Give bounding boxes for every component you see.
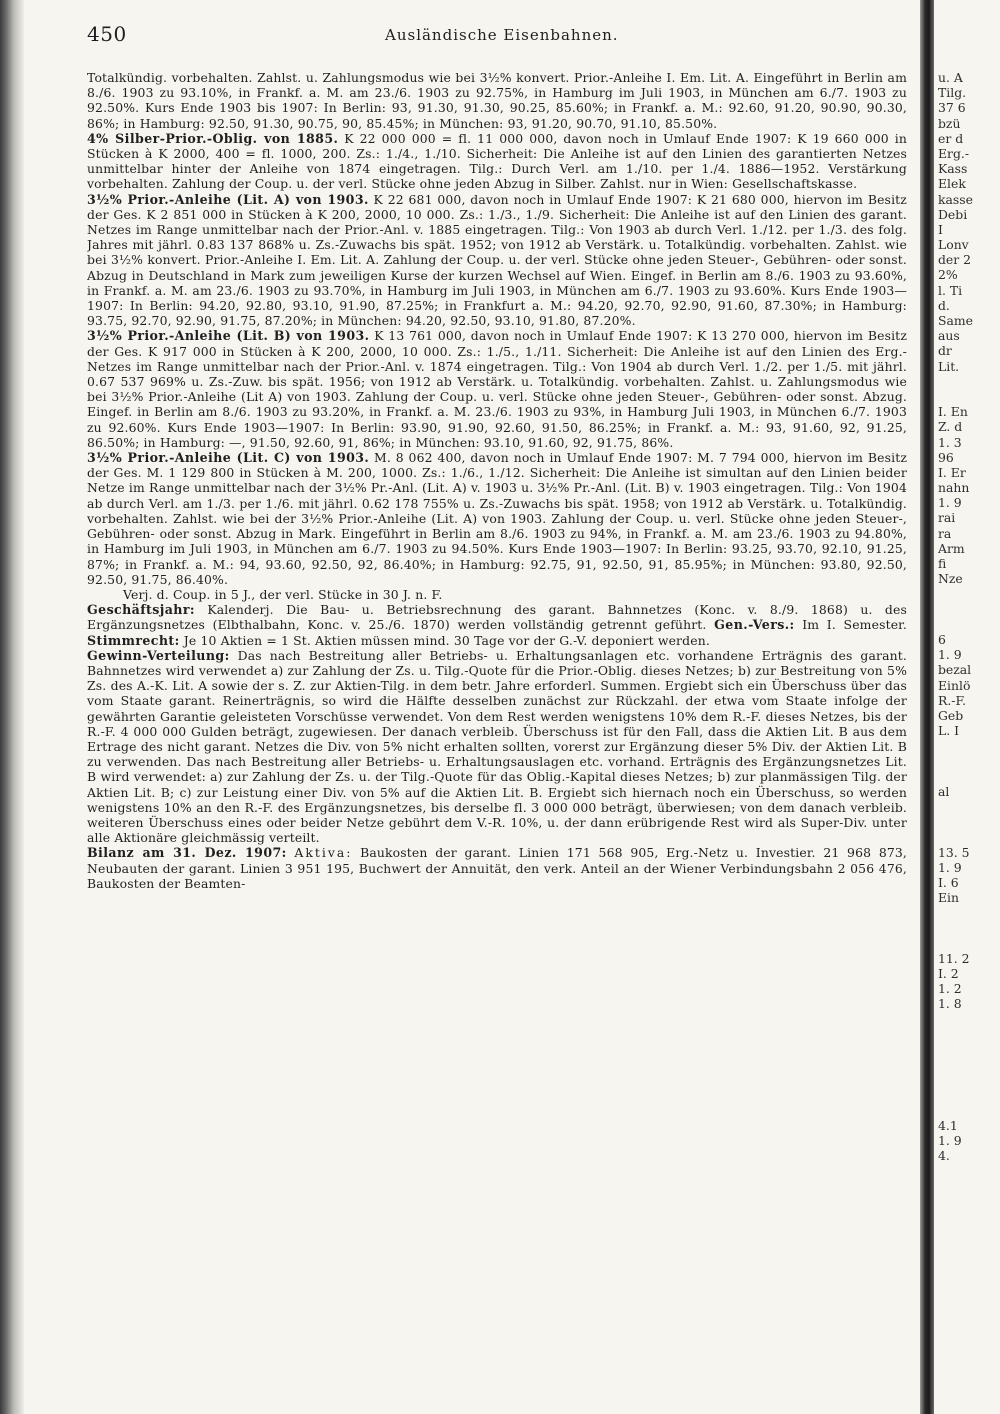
adjacent-page-fragment: Lit. [938, 358, 960, 374]
silber-title: 4% Silber-Prior.-Oblig. von 1885. [87, 130, 339, 146]
adjacent-page-fragment: I. En [938, 404, 968, 420]
adjacent-page-fragment: I. 6 [938, 874, 959, 890]
intro-paragraph: Totalkündig. vorbehalten. Zahlst. u. Zahlungsmodus wie bei 3½% konvert. Prior.-Anleihe I. Em. Lit. A. Eingeführt in Berlin am 8./6. 1903 zu 93.10%, in Frankf. a. M. am 23./6. 1903 zu 92.75%, in Hamburg im Juli 1903, in München am 6./7. 1903 zu 92.50%. Kurs Ende 1903 bis 1907: In Berlin: 93, 91.30, 91.30, 90.25, 85.60%; in Frankf. a. M.: 92.60, 91.20, 90.90, 90.30, 86%; in Hamburg: 92.50, 91.30, 90.75, 90, 85.45%; in München: 93, 91.20, 90.70, 91.10, 85.50%. [87, 70, 907, 131]
adjacent-page-fragment [938, 769, 1000, 784]
geschaeftsjahr-body: Kalenderj. Die Bau- u. Betriebsrechnung des garant. Bahnnetzes (Konc. v. 8./9. 1868) u. des Ergänzungsnetzes (Elbthalbahn, Konc. v. 25./6. 1870) werden vollständig getrennt geführt. [87, 602, 907, 633]
adjacent-page-fragment [938, 617, 1000, 632]
adjacent-page-fragment [938, 1027, 1000, 1042]
book-spine-shadow [0, 0, 24, 1414]
adjacent-page-fragment [938, 389, 1000, 404]
adjacent-page-fragment: er d [938, 130, 964, 146]
adjacent-page-fragment: d. [938, 297, 950, 313]
adjacent-page-fragment [938, 1042, 1000, 1057]
adjacent-page-fragment: I. Er [938, 464, 966, 480]
gen-vers-label: Gen.-Vers.: [714, 617, 795, 633]
adjacent-page-fragment: rai [938, 510, 956, 526]
stimmrecht-label: Stimmrecht: [87, 632, 180, 648]
adjacent-page-fragment: bezal [938, 662, 972, 678]
adjacent-page-fragment: aus [938, 328, 960, 344]
geschaeftsjahr-label: Geschäftsjahr: [87, 602, 195, 618]
adjacent-page-fragment: Elek [938, 176, 966, 192]
main-text-column [87, 70, 907, 1405]
adjacent-page-fragment: Ein [938, 890, 959, 906]
bilanz-aktiva-label: Aktiva: [294, 845, 353, 861]
adjacent-page-fragment [938, 1103, 1000, 1118]
adjacent-page-fragment [938, 799, 1000, 814]
adjacent-page-fragment: I [938, 221, 943, 237]
adjacent-page-fragment: 1. 3 [938, 434, 962, 450]
adjacent-page-fragment: Z. d [938, 419, 963, 435]
adjacent-page-fragment [938, 738, 1000, 753]
adjacent-page-fragment: Erg.- [938, 145, 970, 161]
adjacent-page-fragment [938, 829, 1000, 844]
verjaehrung-paragraph: Verj. d. Coup. in 5 J., der verl. Stücke in 30 J. n. F. [123, 586, 443, 602]
adjacent-page-fragment: al [938, 783, 950, 799]
adjacent-page-fragment: 1. 9 [938, 859, 962, 875]
adjacent-page-fragment: I. 2 [938, 966, 959, 982]
adjacent-page-fragment [938, 602, 1000, 617]
page-number: 450 [87, 22, 127, 46]
adjacent-page-fragment: 4.1 [938, 1117, 958, 1133]
adjacent-page-fragment: 4. [938, 1148, 950, 1164]
adjacent-page-fragment: der 2 [938, 252, 972, 268]
adjacent-page-fragment: Kass [938, 161, 968, 177]
adjacent-page-fragment: Einlö [938, 677, 971, 693]
page-edge-shadow [920, 0, 934, 1414]
adjacent-page-fragment: 1. 9 [938, 1133, 962, 1149]
adjacent-page-fragment [938, 1088, 1000, 1103]
adjacent-page-fragment: 2% [938, 267, 958, 283]
adjacent-page-fragment: fi [938, 556, 947, 571]
adjacent-page-fragment: 1. 8 [938, 996, 962, 1012]
gewinn-verteilung-label: Gewinn-Verteilung: [87, 647, 230, 663]
silber-body: K 22 000 000 = fl. 11 000 000, davon noch in Umlauf Ende 1907: K 19 660 000 in Stücken à K 2000, 400 = fl. 1000, 200. Zs.: 1./4., 1./10. Sicherheit: Die Anleihe ist auf den Linien des garantierten Netzes unmittelbar hinter der Anleihe von 1874 eingetragen. Tilg.: Durch Verl. am 1./10. per 1./4. 1886—1952. Verstärkung vorbehalten. Zahlung der Coup. u. der verl. Stücke ohne jeden Abzug in Silber. Zahlst. nur in Wien: Gesellschaftskasse. [87, 130, 907, 192]
adjacent-page-fragment: Arm [938, 540, 965, 556]
adjacent-page-fragment [938, 1072, 1000, 1087]
adjacent-page-fragments [938, 70, 1000, 1410]
adjacent-page-fragment: 11. 2 [938, 950, 970, 966]
adjacent-page-fragment: Same [938, 313, 973, 328]
adjacent-page-fragment: Tilg. [938, 85, 967, 101]
adjacent-page-fragment: R.-F. [938, 692, 967, 708]
adjacent-page-fragment: dr [938, 343, 952, 359]
bilanz-body: Baukosten der garant. Linien 171 568 905, Erg.-Netz u. Investier. 21 968 873, Neubauten der garant. Linien 3 951 195, Buchwert der Annuität, den verk. Anteil an der Wiener Verbindungsbahn 2 056 476, Baukosten der Beamten- [87, 845, 907, 891]
adjacent-page-fragment: 96 [938, 449, 954, 465]
gen-vers-body: Im I. Semester. [802, 617, 907, 633]
adjacent-page-fragment: bzü [938, 115, 961, 131]
lit-a-title: 3½% Prior.-Anleihe (Lit. A) von 1903. [87, 191, 369, 207]
adjacent-page-fragment: 13. 5 [938, 844, 970, 860]
adjacent-page-fragment [938, 753, 1000, 768]
stimmrecht-body: Je 10 Aktien = 1 St. Aktien müssen mind. 30 Tage vor der G.-V. deponiert werden. [183, 632, 710, 648]
adjacent-page-fragment: Lonv [938, 237, 969, 253]
adjacent-page-fragment: L. I [938, 723, 959, 739]
running-head: Ausländische Eisenbahnen. [385, 26, 619, 44]
adjacent-page-fragment: 6 [938, 631, 946, 647]
lit-a-body: K 22 681 000, davon noch in Umlauf Ende 1907: K 21 680 000, hiervon im Besitz der Ges. K 2 851 000 in Stücken à K 200, 2000, 10 000. Zs.: 1./3., 1./9. Sicherheit: Die Anleihe ist auf den Linien des garant. Netzes im Range unmittelbar nach der Prior.-Anl. v. 1885 eingetragen. Tilg.: Von 1903 ab durch Verl. 1./12. per 1./3. des folg. Jahres mit jährl. 0.83 137 868% u. Zs.-Zuwachs bis spät. 1952; von 1912 ab Verstärk. u. Totalkündig. vorbehalten. Zahlst. wie bei 3½% konvert. Prior.-Anleihe I. Em. Lit. A. Zahlung der Coup. u. der verl. Stücke ohne jeden Steuer-, Gebühren- oder sonst. Abzug in Deutschland in Mark zum jeweiligen Kurse der kurzen Wechsel auf Wien. Eingef. in Berlin am 8./6. 1903 zu 93.60%, in Frankf. a. M. am 23./6. 1903 zu 93.70%, in Hamburg im Juli 1903, in München am 6./7. 1903 zu 93.60%. Kurs Ende 1903—1907: In Berlin: 94.20, 92.80, 93.10, 91.90, 87.25%; in Frankfurt a. M.: 94.20, 92.70, 92.90, 91.60, 87.30%; in Hamburg: 93.75, 92.70, 92.90, 91.75, 87.20%; in München: 94.20, 92.50, 93.10, 91.80, 87.20%. [87, 191, 907, 329]
adjacent-page-fragment: l. Ti [938, 282, 963, 298]
gewinn-verteilung-body: Das nach Bestreitung aller Betriebs- u. Erhaltungsanlagen etc. vorhandene Erträgnis des garant. Bahnnetzes wird verwendet a) zur Zahlung der Zs. u. Tilg.-Quote für die Prior.-Oblig. dieses Netzes; b) zur Bestreitung von 5% Zs. des A.-K. Lit. A sowie der s. Z. zur Aktien-Tilg. in dem betr. Jahre erforderl. Summen. Ergiebt sich ein Überschuss über das vom Staate garant. Reinerträgnis, so wird die Hälfte desselben zunächst zur Rückzahl. der etwa vom Staate infolge der gewährten Garantie geleisteten Vorschüsse verwendet. Von dem Rest werden wenigstens 10% dem R.-F. dieses Netzes, bis der R.-F. 4 000 000 Gulden beträgt, zugewiesen. Der danach verbleib. Überschuss ist für den Fall, dass die Aktien Lit. B aus dem Ertrage des nicht garant. Netzes die Div. von 5% nicht erhalten sollten, vorerst zur Ergänzung dieser 5% Div. der Aktien Lit. B zu verwenden. Das nach Bestreitung aller Betriebs- u. Erhaltungsauslagen etc. vorhand. Erträgnis des Ergänzungsnetzes Lit. B wird verwendet: a) zur Zahlung der Zs. u. der Tilg.-Quote für das Oblig.-Kapital dieses Netzes; b) zur planmässigen Tilg. der Aktien Lit. B; c) zur Leistung einer Div. von 5% auf die Aktien Lit. B. Ergiebt sich hiernach noch ein Überschuss, so werden wenigstens 10% an den R.-F. des Ergänzungsnetzes, bis derselbe fl. 3 000 000 beträgt, überwiesen; von dem danach verbleib. weiteren Überschuss eines oder beider Netze gebührt dem V.-R. 10%, u. der dann erübrigende Rest wird als Super-Div. unter alle Aktionäre gleichmässig verteilt. [87, 647, 907, 846]
adjacent-page-fragment: 1. 9 [938, 495, 962, 511]
lit-c-body: M. 8 062 400, davon noch in Umlauf Ende 1907: M. 7 794 000, hiervon im Besitz der Ges. M. 1 129 800 in Stücken à M. 200, 1000. Zs.: 1./6., 1./12. Sicherheit: Die Anleihe ist simultan auf den Linien beider Netze im Range unmittelbar nach der 3½% Pr.-Anl. (Lit. A) v. 1903 u. 3½% Pr.-Anl. (Lit. B) v. 1903 eingetragen. Tilg.: Von 1904 ab durch Verl. am 1./3. per 1./6. mit jährl. 0.62 178 755% u. Zs.-Zuwachs bis spät. 1958; von 1912 ab Verstärk. u. Totalkündig. vorbehalten. Zahlst. wie bei der 3½% Prior.-Anleihe (Lit. A) von 1903. Zahlung der Coup. u. verl. Stücke ohne jeden Steuer-, Gebühren- oder sonst. Abzug in Mark. Eingeführt in Berlin am 8./6. 1903 zu 94%, in Frankf. a. M. am 23./6. 1903 zu 94.80%, in Hamburg im Juli 1903, in München am 6./7. 1903 zu 94.50%. Kurs Ende 1903—1907: In Berlin: 93.25, 93.70, 92.10, 91.25, 87%; in Frankf. a. M.: 94, 93.60, 92.50, 92, 86.40%; in Hamburg: 92.75, 91, 92.50, 91, 85.95%; in München: 93.80, 92.50, 92.50, 91.75, 86.40%. [87, 450, 907, 587]
lit-c-title: 3½% Prior.-Anleihe (Lit. C) von 1903. [87, 450, 370, 466]
adjacent-page-fragment: 37 6 [938, 100, 966, 116]
bilanz-label: Bilanz am 31. Dez. 1907: [87, 845, 287, 861]
adjacent-page-fragment [938, 921, 1000, 936]
adjacent-page-fragment [938, 936, 1000, 951]
adjacent-page-fragment [938, 1057, 1000, 1072]
adjacent-page-fragment: Nze [938, 571, 963, 587]
adjacent-page-fragment: nahn [938, 480, 970, 496]
adjacent-page-fragment: ra [938, 525, 952, 541]
adjacent-page-fragment [938, 814, 1000, 829]
adjacent-page-fragment: Debi [938, 206, 968, 222]
adjacent-page-fragment: 1. 9 [938, 647, 962, 663]
adjacent-page-fragment [938, 374, 1000, 389]
page-header [85, 22, 920, 54]
lit-b-title: 3½% Prior.-Anleihe (Lit. B) von 1903. [87, 328, 370, 344]
adjacent-page-fragment: 1. 2 [938, 981, 962, 997]
adjacent-page-fragment [938, 1012, 1000, 1027]
adjacent-page-fragment [938, 586, 1000, 601]
lit-b-body: K 13 761 000, davon noch in Umlauf Ende 1907: K 13 270 000, hiervon im Besitz der Ges. K 917 000 in Stücken à K 200, 2000, 10 000. Zs.: 1./5., 1./11. Sicherheit: Die Anleihe ist auf den Linien des Erg.-Netzes im Range unmittelbar nach der Prior.-Anl. v. 1874 eingetragen. Tilg.: Von 1904 ab durch Verl. 1./2. per 1./5. mit jährl. 0.67 537 969% u. Zs.-Zuw. bis spät. 1956; von 1912 ab Verstärk. u. Totalkündig. vorbehalten. Zahlst. u. Zahlungsmodus wie bei 3½% Prior.-Anleihe (Lit A) von 1903. Zahlung der Coup. u. verl. Stücke ohne jeden Steuer-, Gebühren- oder sonst. Abzug. Eingef. in Berlin am 8./6. 1903 zu 93.20%, in Frankf. a. M. 23./6. 1903 zu 93%, in Hamburg Juli 1903, in München 6./7. 1903 zu 92.60%. Kurs Ende 1903—1907: In Berlin: 93.90, 91.90, 92.60, 91.50, 86.25%; in Frankf. a. M.: 93, 91.60, 92, 91.25, 86.50%; in Hamburg: —, 91.50, 92.60, 91, 86%; in München: 93.10, 91.60, 92, 91.75, 86%. [87, 328, 907, 450]
adjacent-page-fragment: u. A [938, 70, 963, 85]
adjacent-page-fragment: Geb [938, 707, 964, 723]
adjacent-page-fragment [938, 905, 1000, 920]
adjacent-page-fragment: kasse [938, 191, 973, 207]
